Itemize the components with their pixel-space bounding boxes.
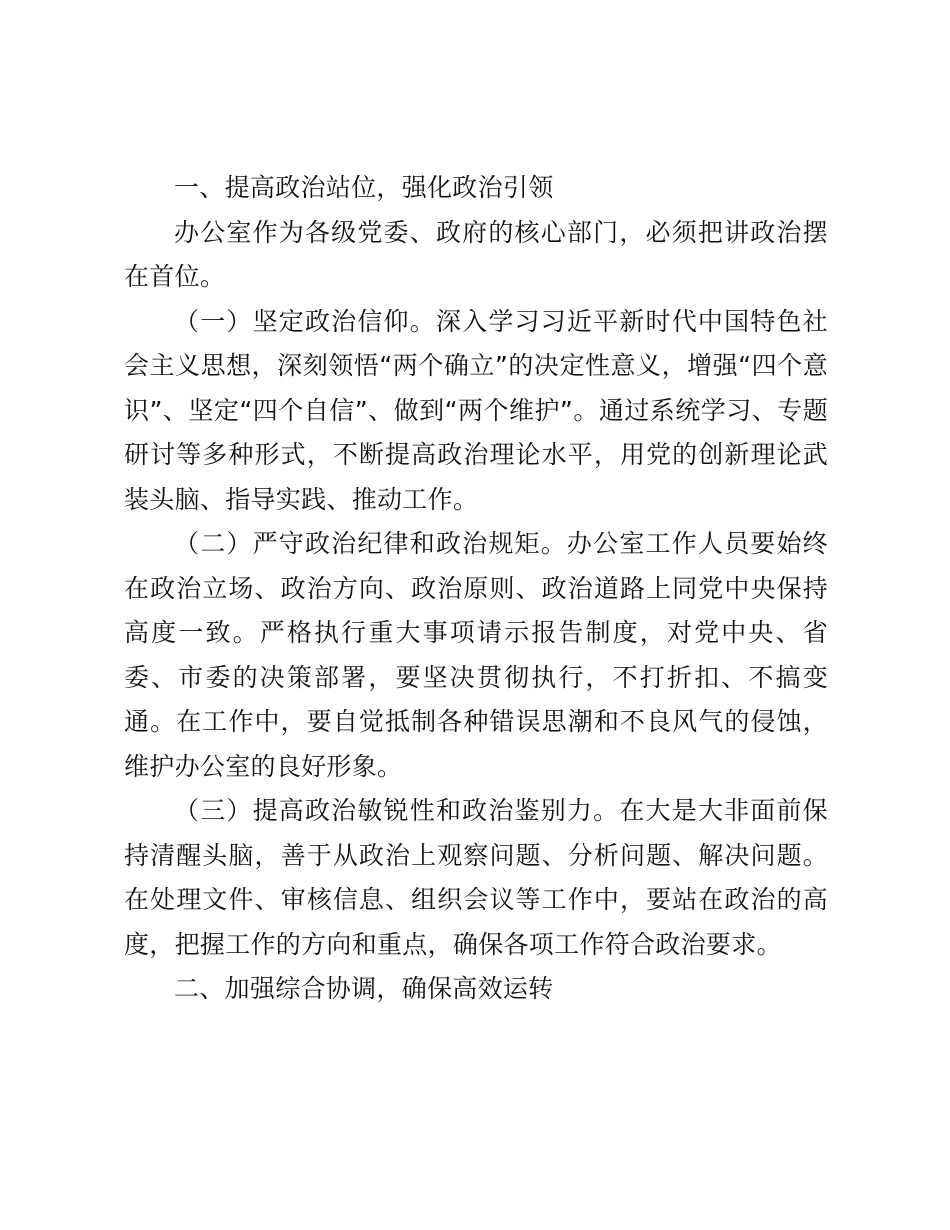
document-body — [124, 166, 828, 1012]
intro-paragraph: 办公室作为各级党委、政府的核心部门，必须把讲政治摆在首位。 — [124, 217, 828, 291]
section-heading-1: 一、提高政治站位，强化政治引领 — [174, 173, 554, 202]
paragraph-3: （三）提高政治敏锐性和政治鉴别力。在大是大非面前保持清醒头脑，善于从政治上观察问题、分析问题、解决问题。在处理文件、审核信息、组织会议等工作中，要站在政治的高度，把握工作的方向和重点，确保各项工作符合政治要求。 — [124, 796, 828, 959]
paragraph-2: （二）严守政治纪律和政治规矩。办公室工作人员要始终在政治立场、政治方向、政治原则、政治道路上同党中央保持高度一致。严格执行重大事项请示报告制度，对党中央、省委、市委的决策部署，要坚决贯彻执行，不打折扣、不搞变通。在工作中，要自觉抵制各种错误思潮和不良风气的侵蚀，维护办公室的良好形象。 — [124, 529, 828, 781]
section-heading-2: 二、加强综合协调，确保高效运转 — [174, 974, 554, 1003]
paragraph-1: （一）坚定政治信仰。深入学习习近平新时代中国特色社会主义思想，深刻领悟“两个确立”的决定性意义，增强“四个意识”、坚定“四个自信”、做到“两个维护”。通过系统学习、专题研讨等多种形式，不断提高政治理论水平，用党的创新理论武装头脑、指导实践、推动工作。 — [124, 306, 828, 514]
